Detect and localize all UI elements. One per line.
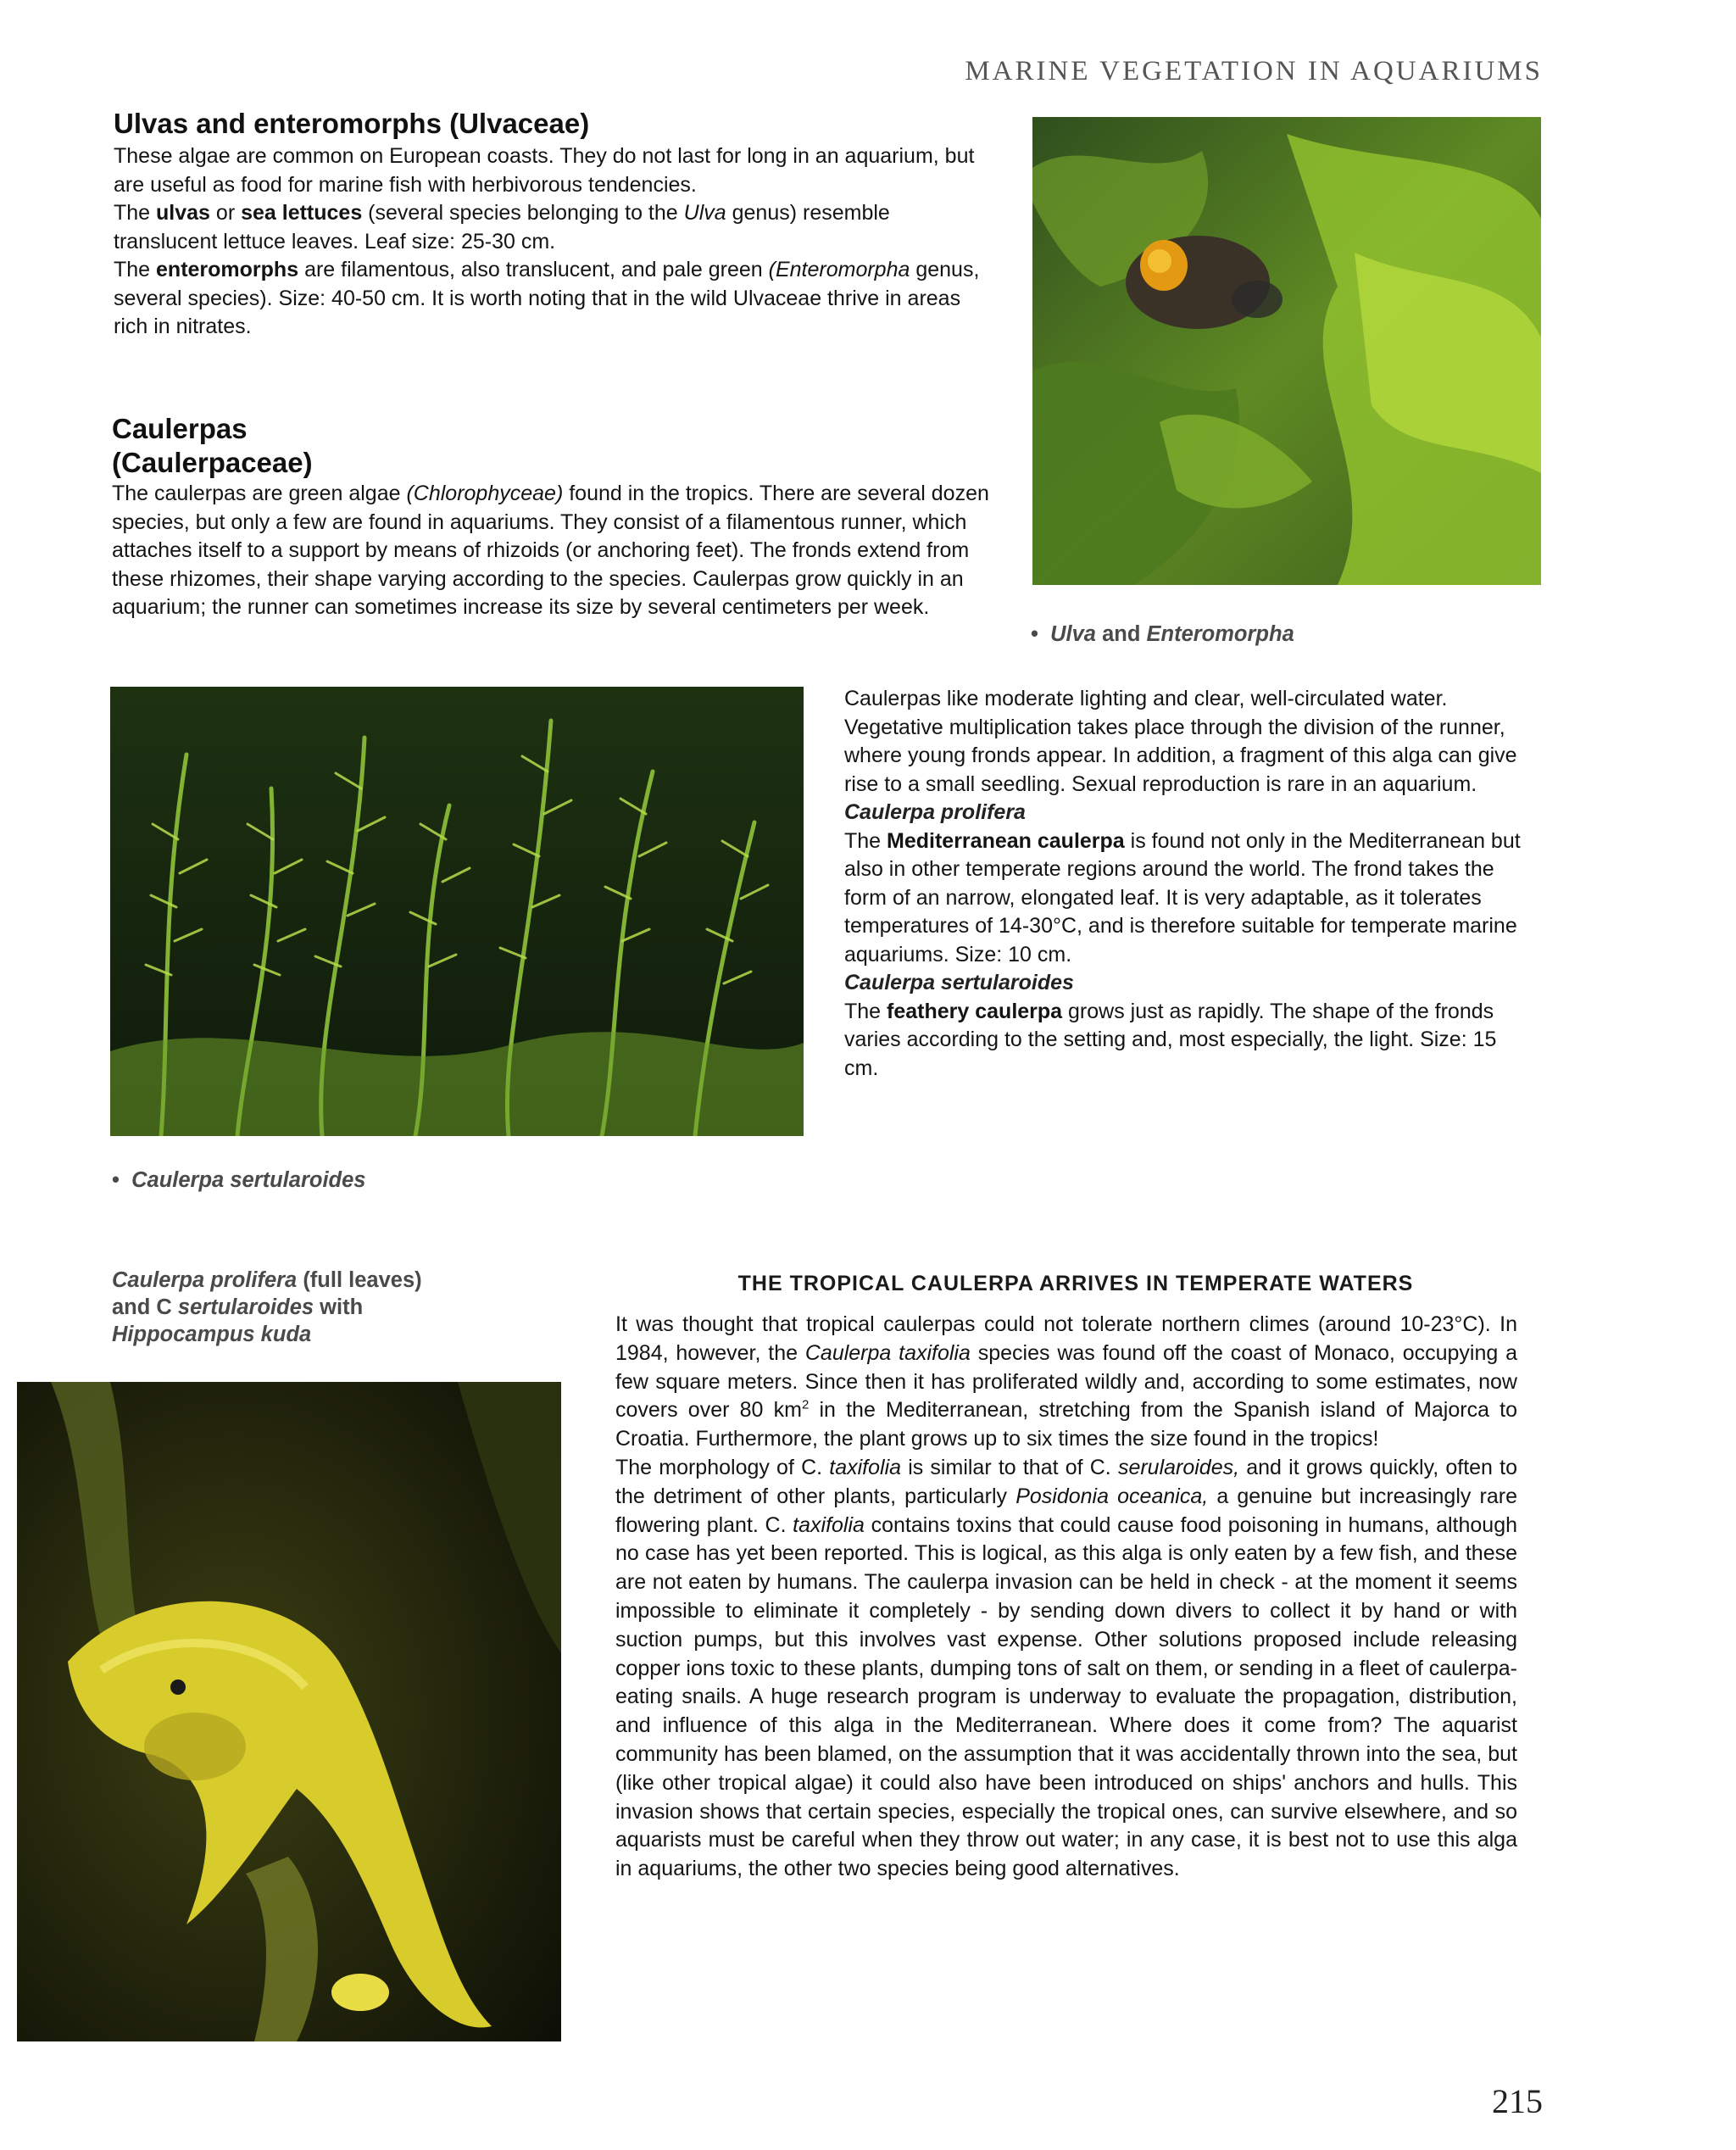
text-run: are filamentous, also translucent, and pale green — [298, 258, 769, 281]
bullet: • — [112, 1168, 120, 1192]
caption-ulva: Ulva — [1050, 622, 1096, 646]
term-mediterranean-caulerpa: Mediterranean caulerpa — [887, 828, 1125, 853]
caulerpas-heading-line2: (Caulerpaceae) — [112, 447, 313, 478]
term-chlorophyceae: (Chlorophyceae) — [406, 482, 564, 505]
heading-caulerpa-prolifera: Caulerpa prolifera — [844, 800, 1026, 824]
right-column — [844, 685, 1536, 1083]
text-run: or — [209, 201, 242, 225]
sertularoides-photo-illustration — [110, 687, 804, 1136]
term-caulerpa-taxifolia: Caulerpa taxifolia — [804, 1340, 971, 1365]
running-head: MARINE VEGETATION IN AQUARIUMS — [965, 56, 1543, 86]
ulvas-paragraph-3 — [114, 256, 995, 342]
seahorse-caption-line-2 — [112, 1294, 587, 1321]
seahorse-caption-line-3 — [112, 1321, 587, 1348]
term-taxifolia: taxifolia — [829, 1455, 902, 1479]
sertularoides-caption — [112, 1167, 705, 1194]
seahorse-photo — [17, 1382, 561, 2041]
ulva-enteromorpha-photo — [1032, 117, 1541, 585]
term-taxifolia-2: taxifolia — [793, 1512, 865, 1537]
text-run: genus) resemble translucent lettuce leaves. Leaf size: 25-30 cm. — [114, 201, 890, 253]
term-enteromorpha-genus: (Enteromorpha — [768, 258, 910, 281]
superscript-2: 2 — [801, 1398, 810, 1413]
text-run: The — [114, 201, 157, 225]
caption-hippocampus: Hippocampus kuda — [112, 1323, 312, 1346]
heading-caulerpa-sertularoides: Caulerpa sertularoides — [844, 971, 1074, 994]
term-posidonia: Posidonia oceanica, — [1015, 1484, 1209, 1508]
term-serularoides: serularoides, — [1117, 1455, 1240, 1479]
seahorse-photo-illustration — [17, 1382, 561, 2041]
text-run: The caulerpas are green algae — [112, 482, 407, 505]
text-run: The — [844, 828, 887, 853]
seahorse-caption-line-1 — [112, 1267, 587, 1294]
ulvas-section — [114, 107, 995, 342]
caulerpas-paragraph — [112, 480, 993, 622]
right-paragraph-1: Caulerpas like moderate lighting and clear, well-circulated water. Vegetative multiplication takes place through the division of the runner, where young fronds appear. In addition, a fragment of this alga can give rise to a small seedling. Sexual reproduction is rare in an aquarium. — [844, 687, 1517, 796]
caulerpas-section — [112, 412, 993, 622]
text-run: contains toxins that could cause food poisoning in humans, although no case has yet been reported. This is logical, as this alga is only eaten by a few fish, and these are not eaten by humans. The caulerpa invasion can be held in check - at the moment it seems impossible to eliminate it completely - by sending down divers to collect it by hand or with suction pumps, but this involves vast expense. Other solutions proposed include releasing copper ions toxic to these plants, dumping tons of salt on them, or sending in a fleet of caulerpa-eating snails. A huge research program is underway to evaluate the propagation, distribution, and influence of this alga in the Mediterranean. Where does it come from? The aquarist community has been blamed, on the assumption that it was accidentally thrown into the sea, but (like other tropical algae) it could also have been introduced on ships' anchors and hulls. This invasion shows that certain species, especially the tropical ones, can survive elsewhere, and so aquarists must be careful when they throw out water; in any case, it is best not to use this alga in aquariums, the other two species being good alternatives. — [615, 1512, 1518, 1881]
page-number: 215 — [1492, 2082, 1543, 2120]
text-run: grows just as rapidly. The shape of the fronds varies according to the setting and, most especially, the light. Size: 15 cm. — [844, 999, 1497, 1080]
box-paragraph-1 — [615, 1311, 1517, 1454]
box-body — [615, 1311, 1517, 1884]
seahorse-caption — [112, 1267, 587, 1348]
caption-sertularoides-2: sertularoides — [177, 1295, 314, 1319]
term-sea-lettuces: sea lettuces — [241, 201, 363, 225]
term-ulva-genus: Ulva — [683, 201, 726, 225]
caulerpa-sertularoides-photo — [110, 687, 804, 1136]
ulva-caption — [1031, 621, 1539, 648]
ulvas-heading: Ulvas and enteromorphs (Ulvaceae) — [114, 108, 590, 139]
text-run: and C — [112, 1295, 178, 1319]
box-title: THE TROPICAL CAULERPA ARRIVES IN TEMPERATE WATERS — [737, 1272, 1414, 1295]
caulerpas-heading-line1: Caulerpas — [112, 413, 248, 444]
ulva-photo-illustration — [1032, 117, 1541, 585]
text-run: (several species belonging to the — [362, 201, 684, 225]
caption-enteromorpha: Enteromorpha — [1146, 622, 1294, 646]
ulvas-paragraph-1: These algae are common on European coasts. They do not last for long in an aquarium, but are useful as food for marine fish with herbivorous tendencies. — [114, 144, 975, 197]
text-run: in the Mediterranean, stretching from the Spanish island of Majorca to Croatia. Furthermore, the plant grows up to six times the size found in the tropics! — [615, 1398, 1517, 1451]
right-paragraph-2 — [844, 827, 1536, 970]
text-run: a genuine but increasingly rare flowering plant. C. — [615, 1484, 1517, 1537]
term-enteromorphs: enteromorphs — [156, 258, 299, 281]
text-run: is found not only in the Mediterranean but also in other temperate regions around the world. The frond takes the form of an narrow, elongated leaf. It is very adaptable, as it tolerates temperatures of 14-30°C, and is therefore suitable for temperate marine aquariums. Size: 10 cm. — [844, 828, 1521, 966]
term-ulvas: ulvas — [156, 201, 210, 225]
text-run: The — [114, 258, 157, 281]
ulvas-paragraph-2 — [114, 199, 995, 256]
text-run: The — [844, 999, 887, 1023]
text-run: (full leaves) — [297, 1268, 422, 1292]
caption-sertularoides: Caulerpa sertularoides — [131, 1168, 366, 1192]
text-run: is similar to that of C. — [901, 1455, 1118, 1479]
text-run: species was found off the coast of Monaco, occupying a few square meters. Since then it has proliferated wildly and, according to some estimates, now covers over 80 km — [615, 1340, 1517, 1423]
text-run: with — [314, 1295, 364, 1319]
text-run: It was thought that tropical caulerpas could not tolerate northern climes (around 10-23°C). In 1984, however, the — [615, 1312, 1517, 1365]
bullet: • — [1031, 622, 1038, 646]
box-paragraph-2 — [615, 1454, 1517, 1884]
text-run: The morphology of C. — [615, 1455, 830, 1479]
text-run: and it grows quickly, often to the detriment of other plants, particularly — [615, 1455, 1517, 1508]
text-run: found in the tropics. There are several dozen species, but only a few are found in aquariums. They consist of a filamentous runner, which attaches itself to a support by means of rhizoids (or anchoring feet). The fronds extend from these rhizomes, their shape varying according to the species. Caulerpas grow quickly in an aquarium; the runner can sometimes increase its size by several centimeters per week. — [112, 482, 989, 619]
right-paragraph-3 — [844, 998, 1536, 1083]
term-feathery-caulerpa: feathery caulerpa — [887, 999, 1063, 1023]
text-run: and — [1095, 622, 1147, 646]
text-run: genus, several species). Size: 40-50 cm. It is worth noting that in the wild Ulvaceae thrive in areas rich in nitrates. — [114, 258, 980, 338]
caption-prolifera: Caulerpa prolifera — [112, 1268, 298, 1292]
